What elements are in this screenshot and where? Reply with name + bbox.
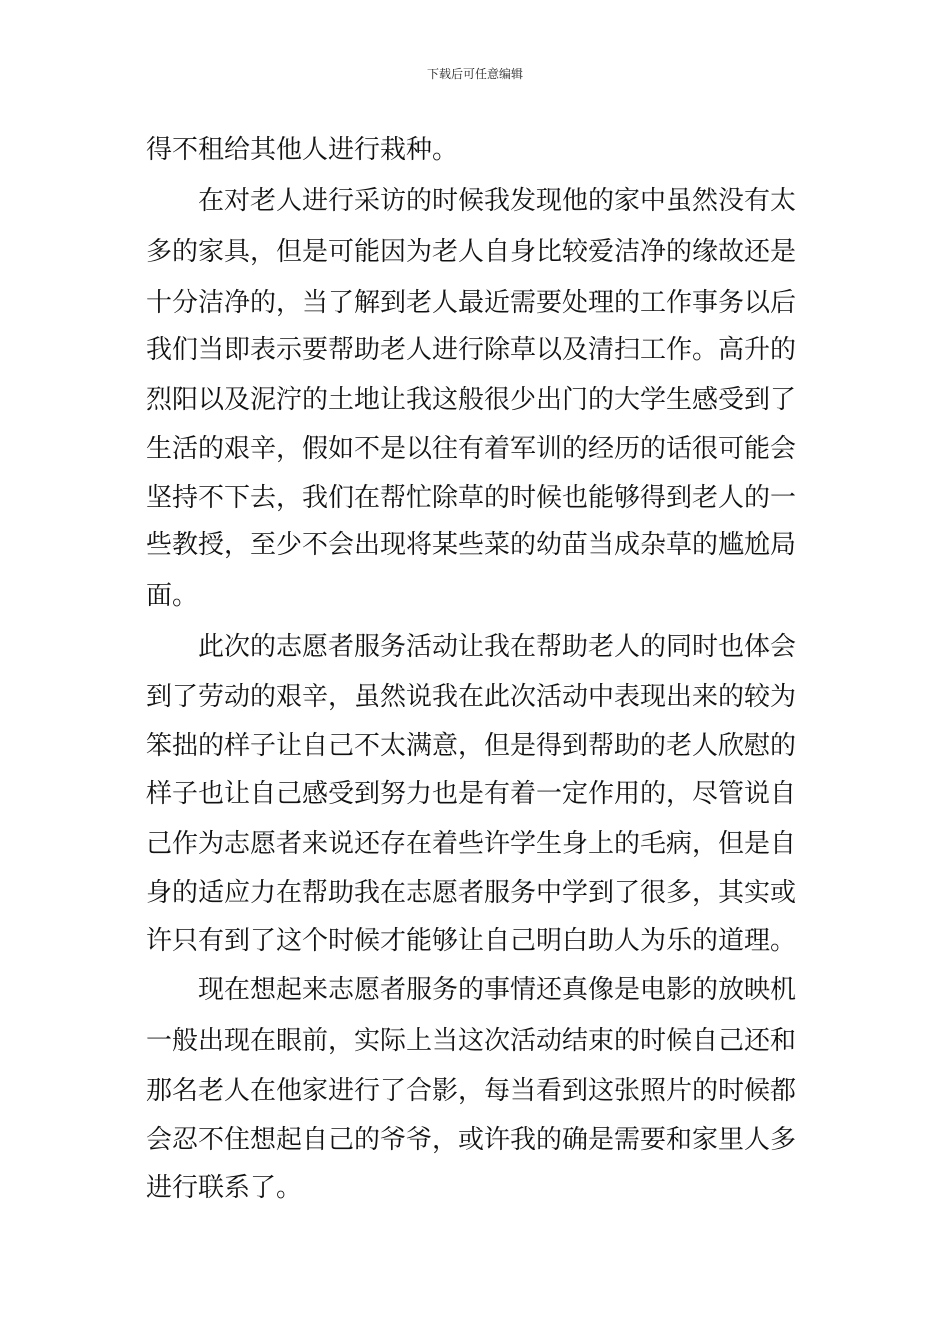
text-line: 那名老人在他家进行了合影，每当看到这张照片的时候都	[146, 1076, 797, 1106]
text-line: 些教授，至少不会出现将某些菜的幼苗当成杂草的尴尬局	[146, 530, 797, 560]
text-line: 身的适应力在帮助我在志愿者服务中学到了很多，其实或	[146, 878, 797, 908]
text-line: 面。	[146, 581, 199, 611]
text-line: 进行联系了。	[146, 1173, 303, 1203]
text-line: 生活的艰辛，假如不是以往有着军训的经历的话很可能会	[146, 434, 797, 464]
text-line: 到了劳动的艰辛，虽然说我在此次活动中表现出来的较为	[146, 682, 797, 712]
text-line: 多的家具，但是可能因为老人自身比较爱洁净的缘故还是	[146, 237, 797, 267]
paragraph-first-line: 现在想起来志愿者服务的事情还真像是电影的放映机	[198, 975, 797, 1005]
paragraph-first-line: 在对老人进行采访的时候我发现他的家中虽然没有太	[198, 186, 797, 216]
paragraph-first-line: 此次的志愿者服务活动让我在帮助老人的同时也体会	[198, 632, 797, 662]
text-line: 笨拙的样子让自己不太满意，但是得到帮助的老人欣慰的	[146, 731, 797, 761]
text-line: 样子也让自己感受到努力也是有着一定作用的，尽管说自	[146, 779, 797, 809]
page-header: 下载后可任意编辑	[426, 67, 523, 81]
text-line: 许只有到了这个时候才能够让自己明白助人为乐的道理。	[146, 926, 797, 956]
text-line: 我们当即表示要帮助老人进行除草以及清扫工作。高升的	[146, 335, 797, 365]
text-line: 己作为志愿者来说还存在着些许学生身上的毛病，但是自	[146, 829, 797, 859]
text-line: 一般出现在眼前，实际上当这次活动结束的时候自己还和	[146, 1026, 797, 1056]
text-line: 十分洁净的，当了解到老人最近需要处理的工作事务以后	[146, 288, 797, 318]
text-line: 烈阳以及泥泞的土地让我这般很少出门的大学生感受到了	[146, 385, 797, 415]
text-line: 坚持不下去，我们在帮忙除草的时候也能够得到老人的一	[146, 483, 797, 513]
text-line: 会忍不住想起自己的爷爷，或许我的确是需要和家里人多	[146, 1125, 797, 1155]
text-line: 得不租给其他人进行栽种。	[146, 135, 459, 165]
